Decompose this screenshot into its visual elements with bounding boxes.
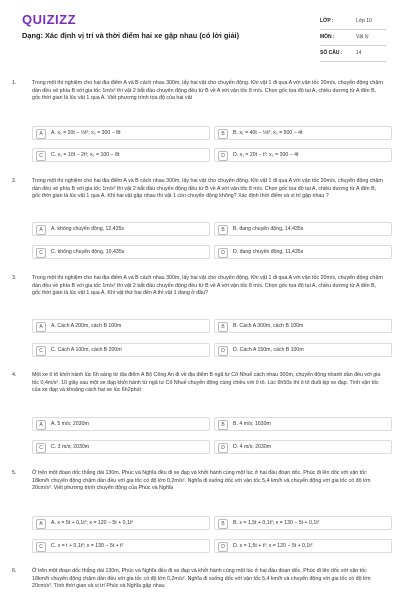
answer-text: D. x₁ = 20t − t²; x₂ = 300 − 4t (233, 152, 299, 158)
answer-option-a[interactable] (32, 126, 210, 140)
answer-text: C. Cách A 100m, cách B 200m (51, 347, 122, 353)
answer-letter: B (218, 519, 228, 529)
answer-option-d[interactable] (214, 440, 392, 454)
meta-label: SỐ CÂU : (320, 50, 343, 56)
answer-option-d[interactable] (214, 343, 392, 357)
answer-option-c[interactable] (32, 148, 210, 162)
answer-letter: D (218, 542, 228, 552)
worksheet-header (0, 0, 400, 62)
answer-letter: A (36, 225, 46, 235)
answer-text: C. x = t + 0,1t²; x = 130 − 5t + t² (51, 543, 124, 549)
answer-option-d[interactable] (214, 539, 392, 553)
quizizz-logo: QUIZIZZ (22, 12, 77, 27)
answer-option-b[interactable] (214, 126, 392, 140)
answer-text: A. 5 m/s; 2030m (51, 421, 89, 427)
question-text: Trong một thí nghiệm cho hai địa điểm A và B cách nhau 300m, lấy hai vật cho chuyển động. Khi vật 1 đi qua A với vận tốc 20m/s, chuyển động chậm dần đều về phía B với gia tốc 1m/s² thì vật 2 bắt đầu chuyển động đều từ B về A với vận tốc 8 m/s. Chọn gốc tọa độ tại A, chiều dương từ A đến B, gốc thời gian là lúc vật 1 qua A. Khi hai vật gặp nhau thì vật 1 còn chuyển động không? Xác định thời điểm và vị trí gặp nhau ? (32, 178, 383, 200)
answer-option-d[interactable] (214, 148, 392, 162)
answer-option-a[interactable] (32, 417, 210, 431)
answer-text: C. không chuyển động, 10,435s (51, 249, 125, 255)
meta-value: Vật lý (356, 34, 369, 40)
answer-text: B. x₁ = 40t − ½t²; x₂ = 500 − 4t (233, 130, 303, 136)
question-text: Trong một thí nghiệm cho hai địa điểm A và B cách nhau 300m, lấy hai vật cho chuyển động. Khi vật 1 đi qua A với vận tốc 20m/s, chuyển động chậm dần đều về phía B với gia tốc 1m/s² thì vật 2 bắt đầu chuyển động đều từ B về A với vận tốc 8 m/s. Chọn gốc tọa độ tại A, chiều dương từ A đến B, gốc thời gian là lúc vật 1 qua A. Viết phương trình tọa độ của hai vật (32, 80, 383, 102)
answer-letter: C (36, 346, 46, 356)
answer-text: B. Cách A 300m, cách B 100m (233, 323, 304, 329)
answer-text: D. Cách A 150m, cách B 100m (233, 347, 304, 353)
worksheet-meta (320, 14, 386, 62)
answer-option-a[interactable] (32, 516, 210, 530)
answer-text: A. Cách A 200m, cách B 100m (51, 323, 122, 329)
answer-text: C. 3 m/s; 2030m (51, 444, 90, 450)
answer-text: B. x = 1,5t + 0,1t²; x = 130 − 5t + 0,1t² (233, 520, 320, 526)
answer-letter: B (218, 225, 228, 235)
meta-value: 14 (356, 50, 362, 56)
answer-option-b[interactable] (214, 516, 392, 530)
question-number: 2. (12, 178, 17, 184)
meta-row-class (320, 14, 386, 30)
answer-letter: A (36, 519, 46, 529)
answer-letter: A (36, 420, 46, 430)
question-text: Ở trên một đoạn dốc thẳng dài 130m, Phúc và Nghĩa đều đi xe đạp và khởi hành cùng một lúc ở hai đầu đoạn dốc. Phúc đi lên dốc với vận tốc 18km/h chuyển động chậm dần đều với gia tốc có độ lớn 0,2m/s². Nghĩa đi xuống dốc với vận tốc 5,4 km/h và chuyển động với gia tốc có độ lớn 20cm/s². Viết phương trình chuyển động của Phúc và Nghĩa (32, 470, 371, 492)
answer-option-b[interactable] (214, 417, 392, 431)
question-number: 6. (12, 568, 17, 574)
answer-option-b[interactable] (214, 319, 392, 333)
answer-letter: B (218, 322, 228, 332)
answer-text: C. x₁ = 10t − 2t²; x₂ = 100 − 8t (51, 152, 120, 158)
meta-row-count (320, 46, 386, 62)
answer-option-c[interactable] (32, 440, 210, 454)
answer-option-a[interactable] (32, 222, 210, 236)
answer-option-c[interactable] (32, 343, 210, 357)
question-text: Trong một thí nghiệm cho hai địa điểm A và B cách nhau 300m, lấy hai vật cho chuyển động. Khi vật 1 đi qua A với vận tốc 20m/s, chuyển động chậm dần đều về phía B với gia tốc 1m/s² thì vật 2 bắt đầu chuyển động đều từ B về A với vận tốc 8 m/s. Chọn gốc tọa độ tại A, chiều dương từ A đến B, gốc thời gian là lúc vật 1 qua A. Khi vật thứ hai đến A thì vật 1 đang ở đâu? (32, 275, 383, 297)
answer-letter: D (218, 151, 228, 161)
meta-label: LỚP : (320, 18, 334, 24)
answer-letter: C (36, 542, 46, 552)
answer-letter: C (36, 151, 46, 161)
answer-letter: B (218, 420, 228, 430)
answer-option-c[interactable] (32, 539, 210, 553)
answer-text: D. đang chuyển động, 11,435s (233, 249, 304, 255)
answer-letter: D (218, 346, 228, 356)
question-number: 1. (12, 80, 17, 86)
meta-row-subject (320, 30, 386, 46)
question-number: 3. (12, 275, 17, 281)
answer-letter: B (218, 129, 228, 139)
question-number: 4. (12, 372, 17, 378)
answer-letter: A (36, 322, 46, 332)
answer-letter: D (218, 248, 228, 258)
answer-letter: C (36, 443, 46, 453)
meta-label: MÔN : (320, 34, 335, 40)
question-text: Một xe ô tô khởi hành lúc 6h sáng từ địa điểm A Bộ Công An đi về địa điểm B ngã tư Cổ Nhuế cách nhau 300m, chuyển động nhanh dần đều với gia tốc 0,4m/s². 10 giây sau một xe đạp khởi hành từ ngã tư Cổ Nhuế chuyển động cùng chiều với ô tô. Lúc 6h50s thì ô tô đuổi kịp xe đạp. Tính vận tốc của xe đạp và khoảng cách hai xe lúc 6h2phút (32, 372, 381, 394)
answer-letter: A (36, 129, 46, 139)
question-number: 5. (12, 470, 17, 476)
answer-option-d[interactable] (214, 245, 392, 259)
answer-text: A. không chuyển động, 12,435s (51, 226, 124, 232)
answer-text: B. 4 m/s; 1030m (233, 421, 271, 427)
answer-letter: C (36, 248, 46, 258)
answer-option-a[interactable] (32, 319, 210, 333)
answer-option-b[interactable] (214, 222, 392, 236)
question-text: Ở trên một đoạn dốc thẳng dài 130m, Phúc và Nghĩa đều đi xe đạp và khởi hành cùng một lúc ở hai đầu đoạn dốc. Phúc đi lên dốc với vận tốc 18km/h chuyển động chậm dần đều với gia tốc có độ lớn 0,2m/s². Nghĩa đi xuống dốc với vận tốc 5,4 km/h và chuyển động với gia tốc có độ lớn 20cm/s². Tính thời gian và vị trí Phúc và Nghĩa gặp nhau (32, 568, 371, 590)
answer-text: D. 4 m/s; 2030m (233, 444, 272, 450)
meta-value: Lớp 10 (356, 18, 372, 24)
answer-letter: D (218, 443, 228, 453)
answer-option-c[interactable] (32, 245, 210, 259)
answer-text: A. x = 5t + 0,1t²; x = 120 − 5t + 0,1t² (51, 520, 134, 526)
answer-text: A. x₁ = 20t − ½t²; x₂ = 300 − 8t (51, 130, 121, 136)
answer-text: D. x = 1,5t + t²; x = 120 − 5t + 0,1t² (233, 543, 313, 549)
worksheet-title: Dạng: Xác định vị trí và thời điểm hai xe gặp nhau (có lời giải) (22, 31, 240, 40)
answer-text: B. đang chuyển động, 14,435s (233, 226, 304, 232)
